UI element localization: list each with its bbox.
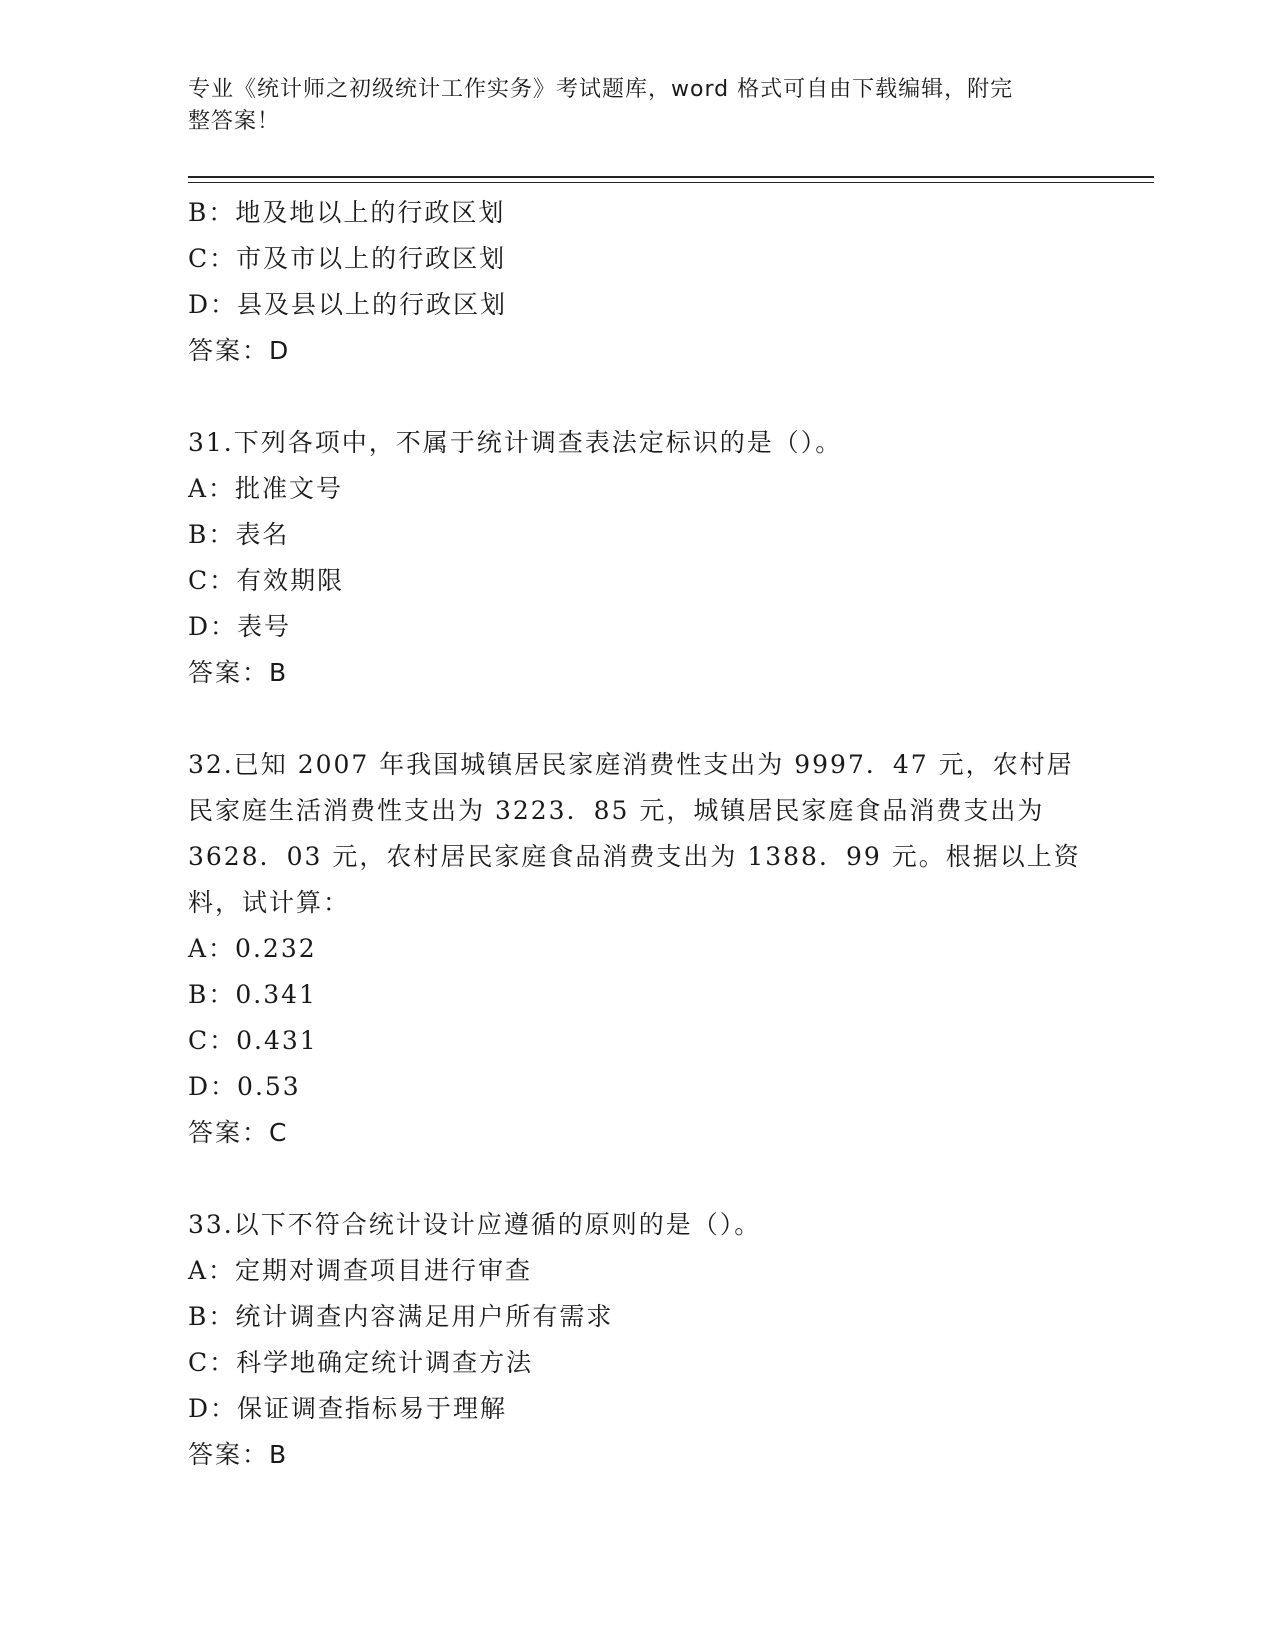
question-stem (188, 742, 1088, 926)
question-33 (188, 1202, 1088, 1478)
header-line-2: 整答案！ (188, 109, 281, 134)
option-c: C：市及市以上的行政区划 (188, 244, 507, 273)
stem-line: 33.以下不符合统计设计应遵循的原则的是（）。 (188, 1210, 762, 1239)
option-b: B：表名 (188, 520, 290, 549)
option-d: D：县及县以上的行政区划 (188, 290, 508, 319)
answer-label: 答案：B (188, 1440, 289, 1469)
stem-line: 3628．03 元，农村居民家庭食品消费支出为 1388．99 元。根据以上资 (188, 842, 1081, 871)
spacer (188, 1156, 1088, 1202)
header-divider-thick (188, 176, 1154, 178)
question-stem (188, 420, 1088, 466)
option-a: A：定期对调查项目进行审查 (188, 1256, 533, 1285)
option-b: B：0.341 (188, 980, 317, 1009)
header-divider-thin (188, 182, 1154, 183)
stem-line: 32.已知 2007 年我国城镇居民家庭消费性支出为 9997．47 元，农村居 (188, 750, 1074, 779)
header-line-1: 专业《统计师之初级统计工作实务》考试题库，word 格式可自由下载编辑，附完 (188, 77, 1014, 102)
option-d: D：表号 (188, 612, 292, 641)
option-d: D：0.53 (188, 1072, 301, 1101)
document-header (188, 74, 1078, 138)
option-c: C：有效期限 (188, 566, 345, 595)
option-a: A：0.232 (188, 934, 317, 963)
question-content (188, 190, 1088, 1478)
question-stem (188, 1202, 1088, 1248)
carryover-block (188, 190, 1088, 374)
option-b: B：地及地以上的行政区划 (188, 198, 506, 227)
question-31 (188, 420, 1088, 696)
option-c: C：0.431 (188, 1026, 318, 1055)
spacer (188, 374, 1088, 420)
stem-line: 31.下列各项中，不属于统计调查表法定标识的是（）。 (188, 428, 843, 457)
answer-label: 答案：C (188, 1118, 289, 1147)
option-a: A：批准文号 (188, 474, 344, 503)
spacer (188, 696, 1088, 742)
stem-line: 料，试计算： (188, 888, 351, 917)
option-d: D：保证调查指标易于理解 (188, 1394, 508, 1423)
answer-label: 答案：B (188, 658, 289, 687)
answer-label: 答案：D (188, 336, 291, 365)
stem-line: 民家庭生活消费性支出为 3223．85 元，城镇居民家庭食品消费支出为 (188, 796, 1045, 825)
option-b: B：统计调查内容满足用户所有需求 (188, 1302, 614, 1331)
option-c: C：科学地确定统计调查方法 (188, 1348, 534, 1377)
question-32 (188, 742, 1088, 1156)
